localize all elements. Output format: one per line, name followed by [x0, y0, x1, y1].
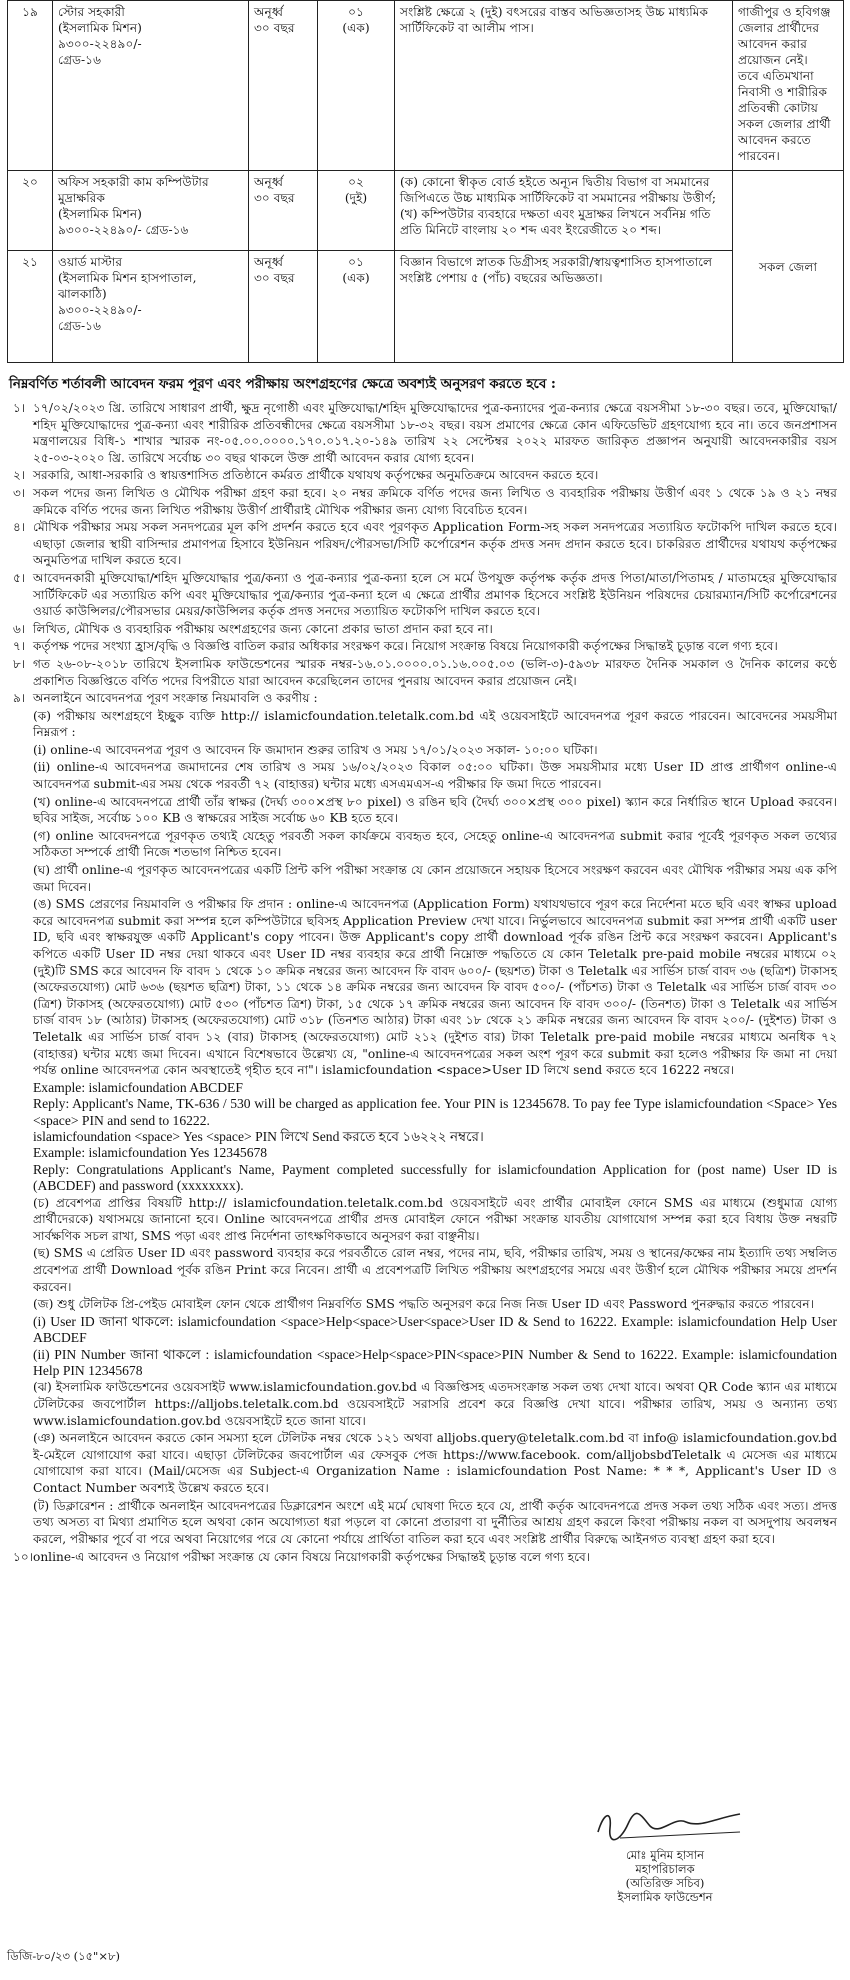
list-item — [7, 519, 843, 569]
serial-cell: ১৯ — [8, 1, 53, 171]
online-rules — [33, 690, 843, 1548]
list-item — [7, 570, 843, 620]
list-item — [7, 485, 843, 518]
age-limit-cell: অনূর্ধ্ব ৩০ বছর — [249, 1, 318, 171]
list-item — [7, 467, 843, 484]
online-rule-ta: (ট) ডিক্লারেশন : প্রার্থীকে অনলাইন আবেদনপত্রের ডিক্লারেশন অংশে এই মর্মে ঘোষণা দিতে হবে যে, প্রার্থী কর্তৃক আবেদনপত্রে প্রদত্ত সকল তথ্য সঠিক এবং সত্য। প্রদত্ত তথ্য অসত্য বা মিথ্যা প্রমাণিত হলে অথবা কোন অযোগ্যতা ধরা পড়লে বা কোনো প্রতারণা বা দুর্নীতির আশ্রয় গ্রহণ করলে কিংবা পরীক্ষায় নকল বা অসদুপায় অবলম্বন করলে, পরীক্ষার পূর্বে বা পরে অথবা নিয়োগের পরে যে কোনো পর্যায়ে প্রার্থিতা বাতিল করা হবে এবং সংশ্লিষ্ট প্রার্থীর বিরুদ্ধে আইনগত ব্যবস্থা গ্রহণ করা হবে। — [33, 1498, 837, 1546]
serial-cell: ২০ — [8, 171, 53, 251]
signature-image — [590, 1802, 760, 1846]
signature-block — [565, 1848, 765, 1904]
online-rule-chha: (ছ) SMS এ প্রেরিত User ID এবং password ব্যবহার করে পরবর্তীতে রোল নম্বর, পদের নাম, ছবি, পরীক্ষার তারিখ, সময় ও স্থানের/কক্ষের নাম ইত্যাদি তথ্য সম্বলিত প্রবেশপত্র প্রার্থী Download পূর্বক রঙিন Print করে নিবেন। প্রার্থী এ প্রবেশপত্রটি লিখিত পরীক্ষায় অংশগ্রহণের সময়ে এবং উত্তীর্ণ হলে মৌখিক পরীক্ষার সময়ে প্রদর্শন করবেন। — [33, 1246, 837, 1294]
post-name-cell: অফিস সহকারী কাম কম্পিউটার মুদ্রাক্ষরিক (ইসলামিক মিশন) ৯৩০০-২২৪৯০/- গ্রেড-১৬ — [53, 171, 249, 251]
post-name-cell: স্টোর সহকারী (ইসলামিক মিশন) ৯৩০০-২২৪৯০/- গ্রেড-১৬ — [53, 1, 249, 171]
sms-example: Example: islamicfoundation Yes 12345678 — [33, 1145, 268, 1161]
rule-number: ২। — [13, 468, 26, 483]
rule-text: সকল পদের জন্য লিখিত ও মৌখিক পরীক্ষা গ্রহণ করা হবে। ২০ নম্বর ক্রমিকে বর্ণিত পদের জন্য লিখিত ও ব্যবহারিক পরীক্ষায় উত্তীর্ণ এবং ১ থেকে ১৯ ও ২১ নম্বর ক্রমিকে বর্ণিত পদের জন্য লিখিত পরীক্ষায় উত্তীর্ণ প্রার্থীরাই মৌখিক পরীক্ষার জন্য যোগ্য বিবেচিত হবেন। — [33, 485, 837, 517]
list-item — [7, 621, 843, 638]
online-rule-gha: (ঘ) প্রার্থী online-এ পূরণকৃত আবেদনপত্রের একটি প্রিন্ট কপি পরীক্ষা সংক্রান্ত যে কোন প্রয়োজনে সহায়ক হিসেবে সংরক্ষণ করবেন এবং মৌখিক পরীক্ষার সময় এক কপি জমা দিবেন। — [33, 863, 837, 894]
rule-text: আবেদনকারী মুক্তিযোদ্ধা/শহিদ মুক্তিযোদ্ধার পুত্র/কন্যা ও পুত্র-কন্যার পুত্র-কন্যা হলে সে মর্মে উপযুক্ত কর্তৃপক্ষ কর্তৃক প্রদত্ত পিতা/মাতা/পিতামহ / মাতামহের মুক্তিযোদ্ধার সার্টিফিকেট এর সত্যায়িত কপি এবং মুক্তিযোদ্ধার পুত্র/কন্যার পুত্র-কন্যা হলে এ ক্ষেত্রে প্রার্থীর প্রমাণক হিসেবে সংশ্লিষ্ট ইউনিয়ন পরিষদের চেয়ারম্যান/সিটি কর্পোরেশনের ওয়ার্ড কাউন্সিলর/পৌরসভার মেয়র/কাউন্সিলর কর্তৃক প্রদত্ত সনদের সত্যায়িত ফটোকপি দাখিল করতে হবে। — [33, 570, 837, 619]
rule-number: ৩। — [13, 485, 26, 500]
list-item — [7, 656, 843, 689]
rule-text: ১৭/০২/২০২৩ খ্রি. তারিখে সাধারণ প্রার্থী, ক্ষুদ্র নৃগোষ্ঠী এবং মুক্তিযোদ্ধা/শহিদ মুক্তিযোদ্ধাদের পুত্র-কন্যাদের পুত্র-কন্যার ক্ষেত্রে বয়সসীমা ১৮-৩০ বছর। তবে, মুক্তিযোদ্ধা/শহিদ মুক্তিযোদ্ধাদের পুত্র-কন্যা এবং শারীরিক প্রতিবন্ধীদের ক্ষেত্রে বয়সসীমা ১৮-৩২ বছর। বয়স প্রমাণের ক্ষেত্রে কোন এফিডেভিট গ্রহণযোগ্য হবে না। তবে জনপ্রশাসন মন্ত্রণালয়ের বিধি-১ শাখার স্মারক নং-০৫.০০.০০০০.১৭০.০১৭.২০-১৪৯ তারিখ ২২ সেপ্টেম্বর ২০২২ মারফত জারিকৃত প্রজ্ঞাপন অনুযায়ী আবেদনকারীর বয়স ২৫-০৩-২০২০ খ্রি. তারিখে সর্বোচ্চ ৩০ বছর থাকলে উক্ত প্রার্থী আবেদন করার যোগ্য হবেন। — [33, 401, 837, 465]
post-count-cell: ০২ (দুই) — [318, 171, 395, 251]
rule-text: গত ২৬-০৮-২০১৮ তারিখে ইসলামিক ফাউন্ডেশনের স্মারক নম্বর-১৬.০১.০০০০.০১.১৬.০০৫.০৩ (ভলি-৩)-৫৯৩৮ মারফত দৈনিক সমকাল ও দৈনিক কালের কণ্ঠে প্রকাশিত বিজ্ঞপ্তিতে বর্ণিত পদের বিপরীতে যারা আবেদন করেছিলেন তাদের পুনরায় আবেদন করার প্রয়োজন নেই। — [33, 656, 837, 688]
rule-number: ৭। — [13, 639, 26, 654]
posts-table — [7, 0, 844, 363]
online-rule-kha: (খ) online-এ আবেদনপত্রে প্রার্থী তাঁর স্বাক্ষর (দৈর্ঘ্য ৩০০×প্রস্থ ৮০ pixel) ও রঙিন ছবি (দৈর্ঘ্য ৩০০×প্রস্থ ৩০০ pixel) স্ক্যান করে নির্ধারিত স্থানে Upload করবেন। ছবির সাইজ, সর্বোচ্চ ১০০ KB ও স্বাক্ষরের সাইজ সর্বোচ্চ ৬০ KB হতে হবে। — [33, 794, 837, 826]
rule-number: ৯। — [13, 691, 26, 706]
online-rule-umo: (ঙ) SMS প্রেরণের নিয়মাবলি ও পরীক্ষার ফি প্রদান : online-এ আবেদনপত্র (Application Form) যথাযথভাবে পূরণ করে নির্দেশনা মতে ছবি এবং স্বাক্ষর upload করে আবেদনপত্র submit করা সম্পন্ন হলে কম্পিউটারে ছবিসহ Application Preview দেখা যাবে। নির্ভুলভাবে আবেদনপত্র submit করা সম্পন্ন প্রার্থী একটি user ID, ছবি এবং স্বাক্ষরযুক্ত একটি Applicant's copy পাবেন। উক্ত Applicant's copy প্রার্থী download পূর্বক রঙিন প্রিন্ট করে সংরক্ষণ করবেন। Applicant's কপিতে একটি User ID নম্বর দেয়া থাকবে এবং User ID নম্বর ব্যবহার করে প্রার্থী নিম্নোক্ত পদ্ধতিতে যে কোন Teletalk pre-paid mobile নম্বরের মাধ্যমে ০২ (দুই)টি SMS করে আবেদন ফি বাবদ ১ থেকে ১০ ক্রমিক নম্বরের জন্য আবেদন ফি বাবদ ৬০০/- (ছয়শত) টাকা ও Teletalk এর সার্ভিস চার্জ বাবদ ৩৬ (ছত্রিশ) টাকাসহ (অফেরতযোগ্য) মোট ৬৩৬ (ছয়শত ছত্রিশ) টাকা, ১১ থেকে ১৪ ক্রমিক নম্বরের জন্য আবেদন ফি বাবদ ৫০০/- (পাঁচশত) টাকা ও Teletalk এর সার্ভিস চার্জ বাবদ ৩০ (ত্রিশ) টাকাসহ (অফেরতযোগ্য) মোট ৫৩০ (পাঁচশত ত্রিশ) টাকা, ১৫ থেকে ১৭ ক্রমিক নম্বরের জন্য আবেদন ফি বাবদ ৩০০/- (তিনশত) টাকা ও Teletalk এর সার্ভিস চার্জ বাবদ ১৮ (আঠার) টাকাসহ (অফেরতযোগ্য) মোট ৩১৮ (তিনশত আঠার) টাকা এবং ১৮ থেকে ২১ ক্রমিক নম্বরের জন্য আবেদন ফি বাবদ ২০০/- (দুইশত) টাকা ও Teletalk এর সার্ভিস চার্জ বাবদ ১২ (বার) টাকাসহ (অফেরতযোগ্য) মোট ২১২ (দুইশত বার) টাকা Teletalk pre-paid mobile নম্বরের মাধ্যমে অনধিক ৭২ (বাহাত্তর) ঘন্টার মধ্যে জমা দিবেন। এখানে বিশেষভাবে উল্লেখ্য যে, "online-এ আবেদনপত্রের সকল অংশ পূরণ করে submit করা হলেও পরীক্ষার ফি জমা না দেয়া পর্যন্ত online আবেদনপত্র কোন অবস্থাতেই গৃহীত হবে না"। islamicfoundation <space>User ID লিখে send করতে হবে 16222 নম্বরে। — [33, 897, 837, 1078]
list-item — [7, 1549, 843, 1566]
online-rule-ka: (ক) পরীক্ষায় অংশগ্রহণে ইচ্ছুক ব্যক্তি http:// islamicfoundation.teletalk.com.bd এই ওয়েবসাইটে আবেদনপত্র পূরণ করতে পারবেন। আবেদনের সময়সীমা নিম্নরূপ : — [33, 708, 837, 740]
list-item — [7, 400, 843, 466]
list-item — [7, 690, 843, 1548]
sms-instruction: islamicfoundation <space> Yes <space> PIN লিখে Send করতে হবে ১৬২২২ নম্বরে। — [33, 1128, 484, 1144]
online-rule-jha: (ঝ) ইসলামিক ফাউন্ডেশনের ওয়েবসাইট www.islamicfoundation.gov.bd এ বিজ্ঞপ্তিসহ এতদসংক্রান্ত সকল তথ্য দেখা যাবে। অথবা QR Code স্ক্যান এর মাধ্যমে টেলিটকের জবপোর্টাল https://alljobs.teletalk.com.bd ওয়েবসাইটে সরাসরি প্রবেশ করে বিজ্ঞপ্তি দেখা যাবে। পরীক্ষার তারিখ, সময় ও অন্যান্য তথ্য www.islamicfoundation.gov.bd ওয়েবসাইটে হতে জানা যাবে। — [33, 1380, 837, 1428]
sms-example: Example: islamicfoundation ABCDEF — [33, 1079, 243, 1095]
district-cell: গাজীপুর ও হবিগঞ্জ জেলার প্রার্থীদের আবেদন করার প্রয়োজন নেই। তবে এতিমখানা নিবাসী ও শারীরিক প্রতিবন্ধী কোটায় সকল জেলার প্রার্থী আবেদন করতে পারবেন। — [733, 1, 844, 171]
sms-reply: Reply: Applicant's Name, TK-636 / 530 will be charged as application fee. Your PIN is 12345678. To pay fee Type islamicfoundation <Space> Yes <space> PIN and send to 16222. — [33, 1096, 837, 1128]
online-rule-ga: (গ) online আবেদনপত্রে পূরণকৃত তথ্যই যেহেতু পরবর্তী সকল কার্যক্রমে ব্যবহৃত হবে, সেহেতু online-এ আবেদনপত্র submit করার পূর্বেই পূরণকৃত সকল তথ্যের সঠিকতা সম্পর্কে প্রার্থী নিজে শতভাগ নিশ্চিত হবেন। — [33, 828, 837, 860]
rule-text: কর্তৃপক্ষ পদের সংখ্যা হ্রাস/বৃদ্ধি ও বিজ্ঞপ্তি বাতিল করার অধিকার সংরক্ষণ করে। নিয়োগ সংক্রান্ত বিষয়ে নিয়োগকারী কর্তৃপক্ষের সিদ্ধান্তই চূড়ান্ত বলে গণ্য হবে। — [33, 639, 778, 654]
rule-number: ৪। — [13, 520, 26, 535]
serial-cell: ২১ — [8, 251, 53, 363]
footer-code: ডিজি-৮০/২৩ (১৫"×৮) — [7, 1949, 120, 1963]
qualification-cell: সংশ্লিষ্ট ক্ষেত্রে ২ (দুই) বৎসরের বাস্তব অভিজ্ঞতাসহ উচ্চ মাধ্যমিক সার্টিফিকেট বা আলীম পাস। — [395, 1, 733, 171]
table-row — [8, 1, 844, 171]
rule-number: ১০। — [13, 1550, 34, 1565]
sms-reply: Reply: Congratulations Applicant's Name, Payment completed successfully for islamicfoundation Application for (post name) User ID is (ABCDEF) and password (xxxxxxxx). — [33, 1161, 837, 1194]
list-item — [7, 638, 843, 655]
signatory-name: মোঃ মুনিম হাসান — [626, 1848, 704, 1862]
conditions-list — [7, 400, 843, 1566]
rule-number: ৬। — [13, 621, 26, 636]
online-rule-i: (i) online-এ আবেদনপত্র পূরণ ও আবেদন ফি জমাদান শুরুর তারিখ ও সময় ১৭/০১/২০২৩ সকাল- ১০:০০ ঘটিকা। — [33, 742, 598, 757]
rule-number: ৮। — [13, 656, 26, 671]
rule-number: ৫। — [13, 570, 26, 585]
qualification-cell: বিজ্ঞান বিভাগে স্নাতক ডিগ্রীসহ সরকারী/স্বায়ত্বশাসিত হাসপাতালে সংশ্লিষ্ট পেশায় ৫ (পাঁচ) বছরের অভিজ্ঞতা। — [395, 251, 733, 363]
organization-name: ইসলামিক ফাউন্ডেশন — [617, 1890, 713, 1904]
signatory-title: মহাপরিচালক — [635, 1862, 695, 1876]
online-rule-nya: (ঞ) অনলাইনে আবেদন করতে কোন সমস্যা হলে টেলিটক নম্বর থেকে ১২১ অথবা alljobs.query@teletalk.com.bd বা info@ islamicfoundation.gov.bd ই-মেইলে যোগাযোগ করা যাবে। এছাড়া টেলিটকের জবপোর্টাল এর ফেসবুক পেজ https://www.facebook. com/alljobsbdTeletalk এ মেসেজ এর মাধ্যমে যোগাযোগ করা যাবে। (Mail/মেসেজ এর Subject-এ Organization Name : islamicfoundation Post Name: * * *, Applicant's User ID ও Contact Number অবশ্যই উল্লেখ করতে হবে। — [33, 1431, 837, 1495]
rule-text: লিখিত, মৌখিক ও ব্যবহারিক পরীক্ষায় অংশগ্রহণের জন্য কোনো প্রকার ভাতা প্রদান করা হবে না। — [33, 621, 493, 636]
post-count-cell: ০১ (এক) — [318, 1, 395, 171]
online-rule-ii: (ii) online-এ আবেদনপত্র জমাদানের শেষ তারিখ ও সময় ১৬/০২/২০২৩ বিকাল ০৫:০০ ঘটিকা। উক্ত সময়সীমার মধ্যে User ID প্রাপ্ত প্রার্থীগণ online-এ আবেদনপত্র submit-এর সময় থেকে পরবর্তী ৭২ (বাহাত্তর) ঘন্টার মধ্যে এসএমএস-এ পরীক্ষার ফি জমা দিতে পারবেন। — [33, 760, 837, 792]
age-limit-cell: অনূর্ধ্ব ৩০ বছর — [249, 251, 318, 363]
signatory-rank: (অতিরিক্ত সচিব) — [625, 1876, 705, 1890]
rule-text: মৌখিক পরীক্ষার সময় সকল সনদপত্রের মূল কপি প্রদর্শন করতে হবে এবং পূরণকৃত Application Form-সহ সকল সনদপত্রের সত্যায়িত ফটোকপি দাখিল করতে হবে। এছাড়া জেলার স্থায়ী বাসিন্দার প্রমাণপত্র হিসাবে ইউনিয়ন পরিষদ/পৌরসভা/সিটি কর্পোরেশন কর্তৃক প্রদত্ত সনদ প্রদান করতে হবে। চাকরিরত প্রার্থীদের যথাযথ কর্তৃপক্ষের অনুমতিপত্র দাখিল করতে হবে। — [33, 520, 837, 568]
qualification-cell: (ক) কোনো স্বীকৃত বোর্ড হইতে অন্যূন দ্বিতীয় বিভাগ বা সমমানের জিপিএতে উচ্চ মাধ্যমিক সার্টিফিকেট বা সমমানের পরীক্ষায় উত্তীর্ণ; (খ) কম্পিউটার ব্যবহারে দক্ষতা এবং মুদ্রাক্ষর লিখনে সর্বনিম্ন গতি প্রতি মিনিটে বাংলায় ২০ শব্দ এবং ইংরেজীতে ২০ শব্দ। — [395, 171, 733, 251]
recovery-user-id: (i) User ID জানা থাকলে: islamicfoundation <space>Help<space>User<space>User ID & Send to 16222. Example: islamicfoundation Help User ABCDEF — [33, 1313, 837, 1346]
district-cell: সকল জেলা — [733, 171, 844, 363]
post-name-cell: ওয়ার্ড মাস্টার (ইসলামিক মিশন হাসপাতাল, ঝালকাঠি) ৯৩০০-২২৪৯০/- গ্রেড-১৬ — [53, 251, 249, 363]
online-rules-title: অনলাইনে আবেদনপত্র পূরণ সংক্রান্ত নিয়মাবলি ও করণীয় : — [33, 691, 318, 706]
rule-number: ১। — [13, 401, 26, 415]
rule-text: online-এ আবেদন ও নিয়োগ পরীক্ষা সংক্রান্ত যে কোন বিষয়ে নিয়োগকারী কর্তৃপক্ষের সিদ্ধান্তই চূড়ান্ত বলে গণ্য হবে। — [33, 1550, 591, 1565]
age-limit-cell: অনূর্ধ্ব ৩০ বছর — [249, 171, 318, 251]
online-rule-cha: (চ) প্রবেশপত্র প্রাপ্তির বিষয়টি http:// islamicfoundation.teletalk.com.bd ওয়েবসাইটে এবং প্রার্থীর মোবাইল ফোনে SMS এর মাধ্যমে (শুধুমাত্র যোগ্য প্রার্থীদেরকে) যথাসময়ে জানানো হবে। Online আবেদনপত্রে প্রার্থীর প্রদত্ত মোবাইল ফোনে পরীক্ষা সংক্রান্ত যাবতীয় যোগাযোগ সম্পন্ন করা হবে বিধায় উক্ত নম্বরটি সার্বক্ষণিক সচল রাখা, SMS পড়া এবং প্রাপ্ত নির্দেশনা তাৎক্ষণিকভাবে অনুসরণ করা বাঞ্ছনীয়। — [33, 1195, 837, 1243]
online-rule-ja: (জ) শুধু টেলিটক প্রি-পেইড মোবাইল ফোন থেকে প্রার্থীগণ নিম্নবর্ণিত SMS পদ্ধতি অনুসরণ করে নিজ নিজ User ID এবং Password পুনরুদ্ধার করতে পারবেন। — [33, 1297, 815, 1312]
table-row — [8, 171, 844, 251]
rule-text: সরকারি, আধা-সরকারি ও স্বায়ত্তশাসিত প্রতিষ্ঠানে কর্মরত প্রার্থীকে যথাযথ কর্তৃপক্ষের অনুমতিক্রমে আবেদন করতে হবে। — [33, 468, 599, 483]
recovery-pin: (ii) PIN Number জানা থাকলে : islamicfoundation <space>Help<space>PIN<space>PIN Number & Send to 16222. Example: islamicfoundation Help PIN 12345678 — [33, 1346, 837, 1378]
post-count-cell: ০১ (এক) — [318, 251, 395, 363]
conditions-heading: নিম্নবর্ণিত শর্তাবলী আবেদন ফরম পূরণ এবং পরীক্ষায় অংশগ্রহণের ক্ষেত্রে অবশ্যই অনুসরণ করতে হবে : — [9, 376, 556, 392]
table-row — [8, 251, 844, 363]
